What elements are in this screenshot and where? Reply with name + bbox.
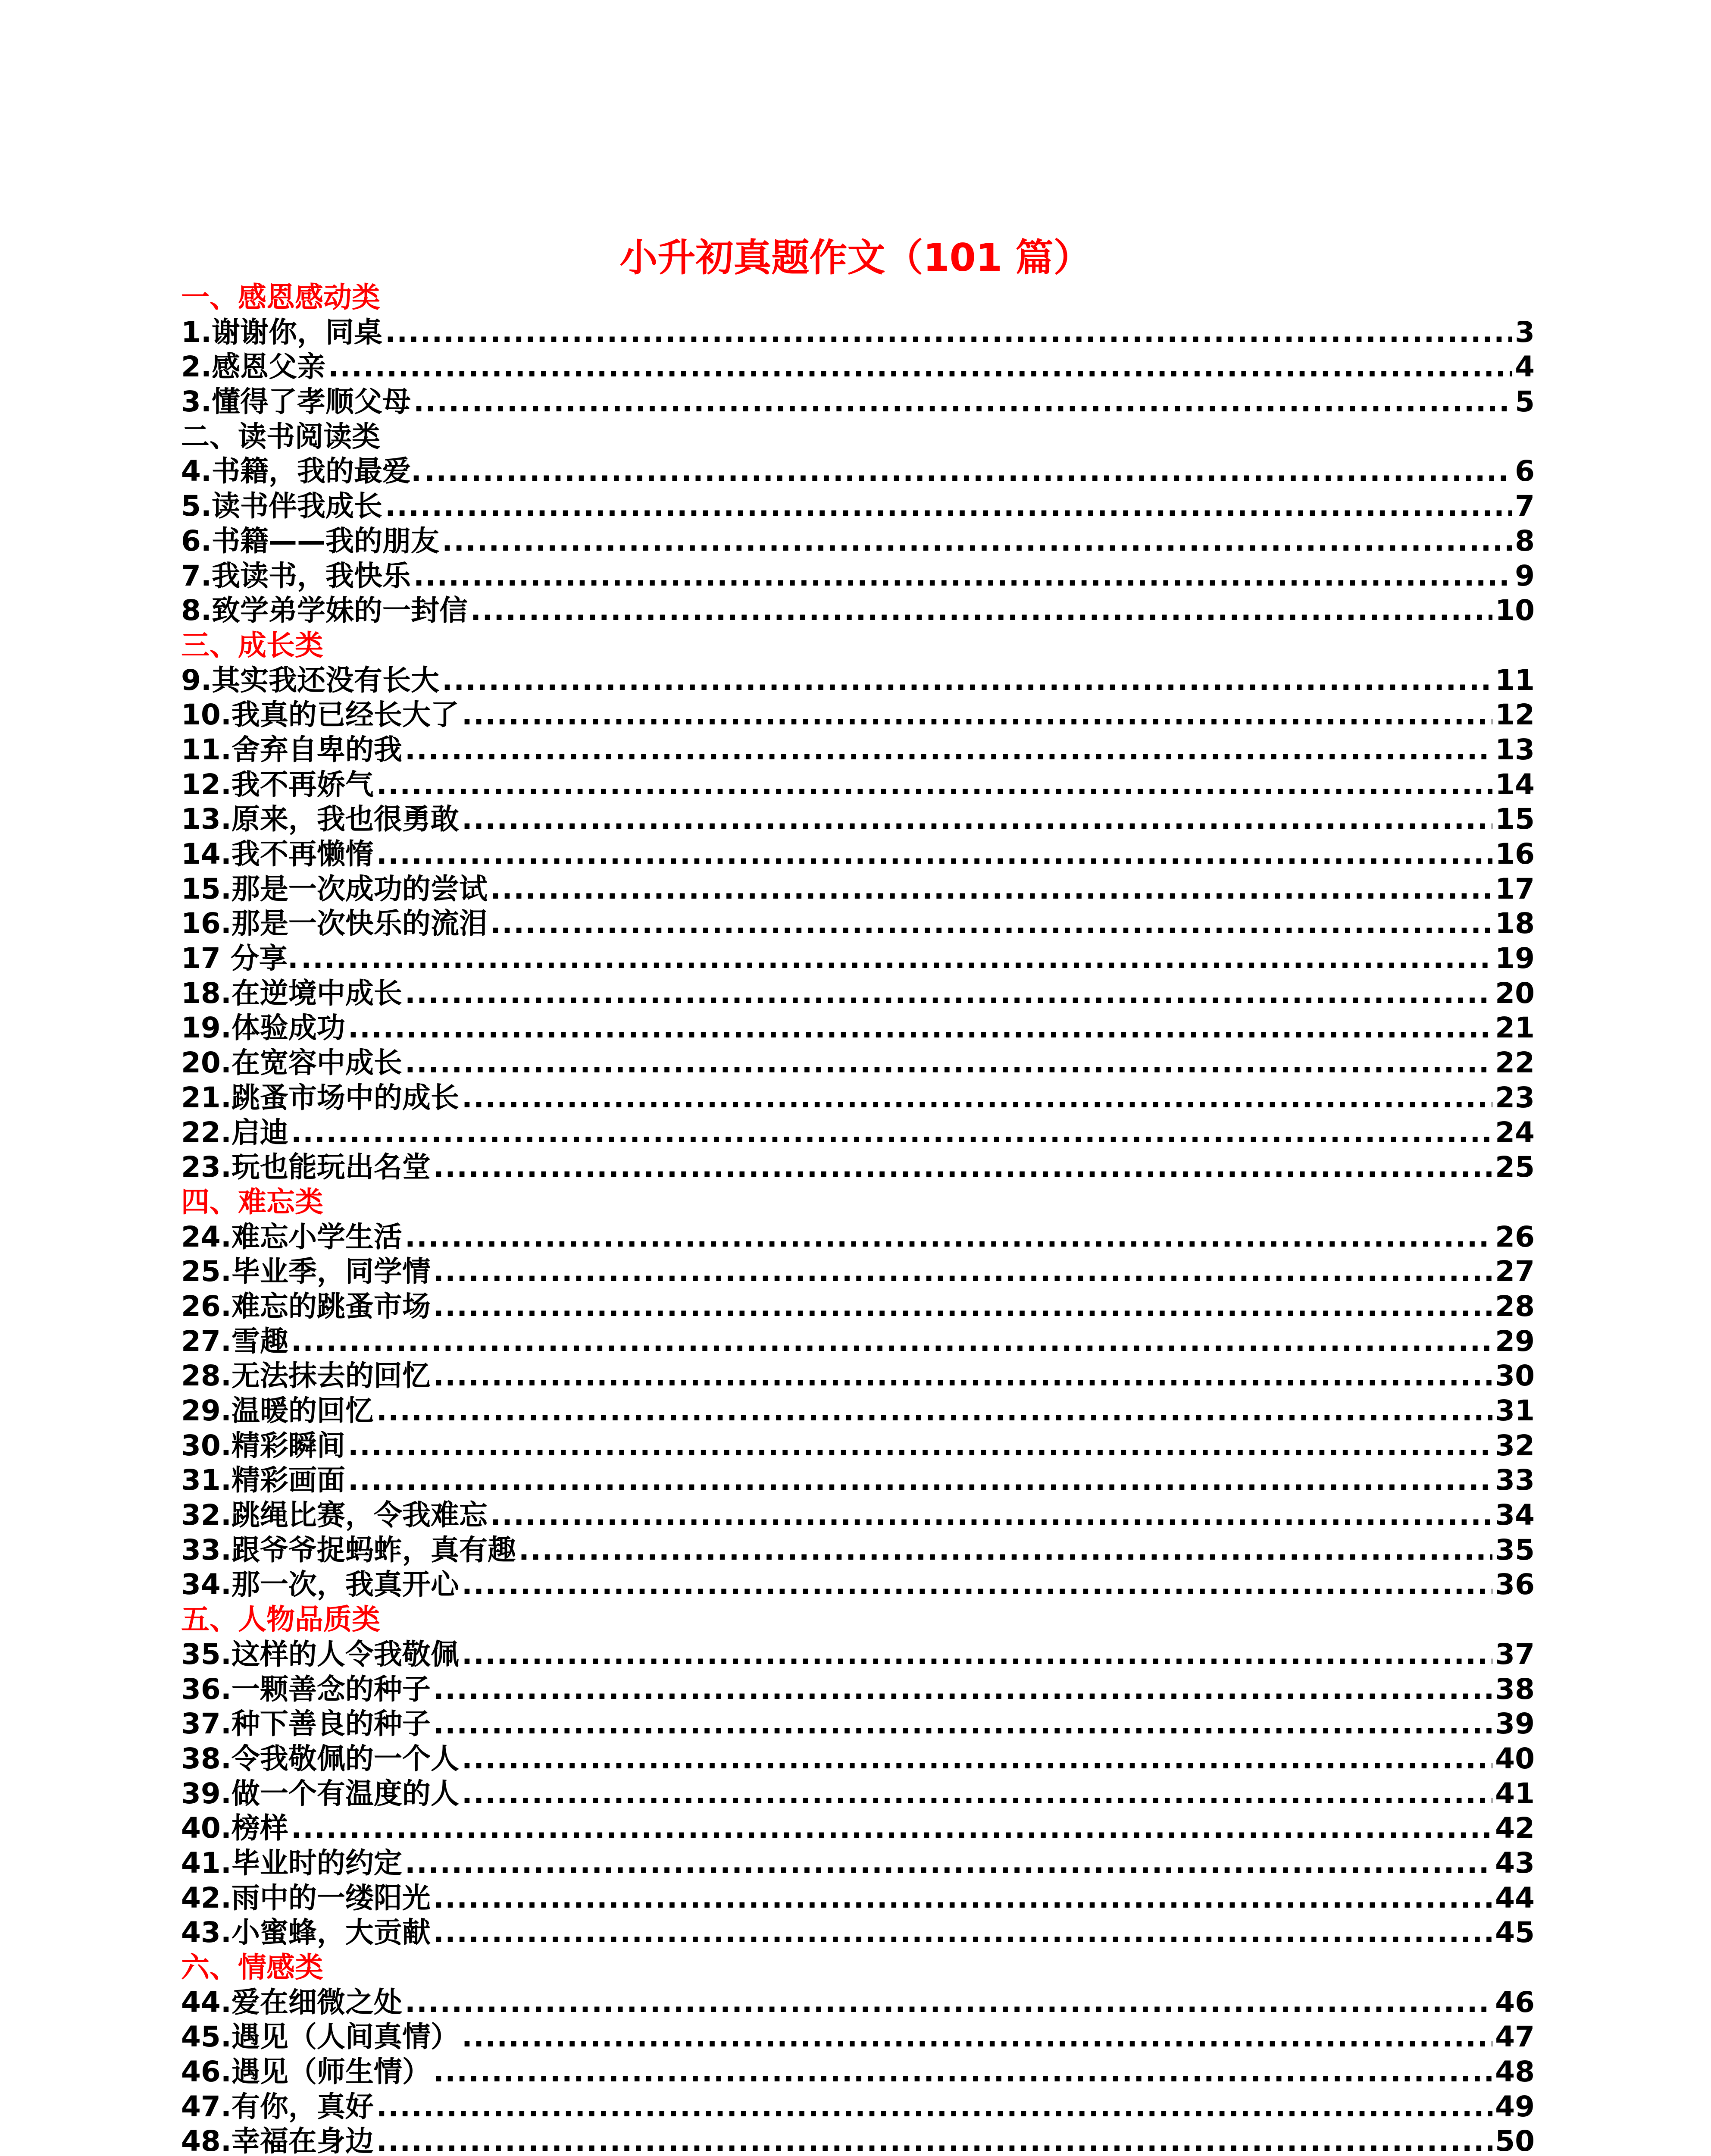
dot-leader (433, 1915, 1492, 1950)
toc-entry (181, 1672, 1535, 1707)
toc-page-number: 12 (1495, 698, 1535, 732)
toc-page-number: 40 (1495, 1742, 1535, 1775)
toc-entry-title: 7.我读书，我快乐 (181, 559, 411, 592)
dot-leader (442, 524, 1512, 559)
toc-entry-title: 33.跟爷爷捉蚂蚱，真有趣 (181, 1533, 516, 1567)
toc-entry (181, 768, 1535, 802)
dot-leader (433, 1672, 1492, 1707)
toc-entry-title: 21.跳蚤市场中的成长 (181, 1081, 459, 1114)
toc-entry-title: 11.舍弃自卑的我 (181, 733, 402, 766)
toc-page-number: 4 (1515, 350, 1535, 384)
toc-entry (181, 2124, 1535, 2156)
toc-page-number: 13 (1495, 733, 1535, 766)
dot-leader (462, 698, 1492, 733)
toc-entry (181, 2055, 1535, 2090)
toc-entry (181, 1742, 1535, 1777)
dot-leader (433, 1150, 1492, 1185)
toc-entry-title: 26.难忘的跳蚤市场 (181, 1289, 431, 1323)
toc-page-number: 37 (1495, 1637, 1535, 1671)
toc-page-number: 47 (1495, 2020, 1535, 2054)
toc-page-number: 24 (1495, 1116, 1535, 1149)
toc-entry (181, 906, 1535, 941)
toc-page-number: 31 (1495, 1394, 1535, 1427)
toc-page-number: 50 (1495, 2125, 1535, 2156)
toc-entry (181, 1081, 1535, 1116)
dot-leader (462, 1637, 1492, 1672)
toc-entry (181, 1707, 1535, 1742)
dot-leader (433, 1707, 1492, 1742)
toc-entry-title: 30.精彩瞬间 (181, 1429, 345, 1462)
toc-page-number: 33 (1495, 1463, 1535, 1497)
toc-entry-title: 43.小蜜蜂，大贡献 (181, 1916, 431, 1949)
toc-page-number: 43 (1495, 1846, 1535, 1880)
toc-entry (181, 1846, 1535, 1881)
toc-page-number: 9 (1515, 559, 1535, 592)
dot-leader (385, 315, 1512, 350)
toc-entry (181, 1011, 1535, 1046)
dot-leader (376, 2124, 1492, 2156)
toc-entry-title: 28.无法抹去的回忆 (181, 1359, 431, 1393)
toc-entry-title: 48.幸福在身边 (181, 2125, 374, 2156)
toc-entry-title: 47.有你，真好 (181, 2090, 374, 2123)
dot-leader (462, 802, 1492, 837)
toc-entry-title: 31.精彩画面 (181, 1463, 345, 1497)
toc-entry-title: 10.我真的已经长大了 (181, 698, 459, 732)
dot-leader (433, 1359, 1492, 1394)
toc-entry (181, 837, 1535, 872)
toc-page-number: 44 (1495, 1881, 1535, 1915)
toc-entry (181, 1394, 1535, 1429)
toc-page-number: 14 (1495, 768, 1535, 801)
toc-entry-title: 32.跳绳比赛，令我难忘 (181, 1498, 488, 1532)
toc-entry-title: 23.玩也能玩出名堂 (181, 1150, 431, 1184)
dot-leader (405, 1220, 1492, 1255)
dot-leader (462, 1567, 1492, 1602)
dot-leader (490, 1498, 1492, 1533)
toc-page-number: 36 (1495, 1568, 1535, 1601)
toc-entry (181, 1324, 1535, 1359)
dot-leader (405, 976, 1492, 1011)
dot-leader (348, 1011, 1492, 1046)
toc-page-number: 19 (1495, 942, 1535, 975)
toc-entry (181, 1567, 1535, 1602)
toc-entry (181, 802, 1535, 837)
toc-page-number: 45 (1495, 1916, 1535, 1949)
toc-entry (181, 1220, 1535, 1255)
dot-leader (385, 489, 1512, 524)
dot-leader (462, 1742, 1492, 1777)
toc-section-heading: 二、读书阅读类 (181, 420, 380, 453)
dot-leader (301, 941, 1492, 976)
toc-page-number: 18 (1495, 907, 1535, 940)
toc-entry (181, 1777, 1535, 1811)
toc-entry (181, 1116, 1535, 1150)
toc-section-heading: 四、难忘类 (181, 1185, 323, 1219)
dot-leader (376, 2090, 1492, 2125)
toc-entry-title: 42.雨中的一缕阳光 (181, 1881, 431, 1915)
document-title: 小升初真题作文（101 篇） (619, 235, 1092, 280)
toc-entry (181, 2090, 1535, 2125)
toc-entry (181, 1881, 1535, 1916)
toc-entry-title: 6.书籍——我的朋友 (181, 524, 439, 558)
dot-leader (328, 350, 1512, 385)
toc-page-number: 8 (1515, 524, 1535, 558)
toc-entry-title: 13.原来，我也很勇敢 (181, 802, 459, 836)
dot-leader (291, 1811, 1492, 1846)
toc-entry (181, 1637, 1535, 1672)
toc-page-number: 6 (1515, 454, 1535, 488)
toc-entry (181, 559, 1535, 594)
toc-page-number: 41 (1495, 1777, 1535, 1810)
toc-page-number: 28 (1495, 1289, 1535, 1323)
toc-page-number: 34 (1495, 1498, 1535, 1532)
toc-entry-title: 36.一颗善念的种子 (181, 1672, 431, 1706)
toc-entry-title: 41.毕业时的约定 (181, 1846, 402, 1880)
toc-entry-title: 34.那一次，我真开心 (181, 1568, 459, 1601)
toc-entry (181, 1533, 1535, 1568)
dot-leader (405, 1046, 1492, 1081)
dot-leader (376, 1394, 1492, 1429)
toc-entry (181, 1289, 1535, 1324)
dot-leader (519, 1533, 1492, 1568)
toc-entry (181, 872, 1535, 907)
dot-leader (405, 1846, 1492, 1881)
dot-leader (462, 1777, 1492, 1811)
dot-leader (413, 385, 1512, 420)
toc-entry-title: 40.榜样 (181, 1811, 288, 1845)
toc-entry-title: 38.令我敬佩的一个人 (181, 1742, 459, 1775)
dot-leader (405, 1985, 1492, 2020)
toc-entry (181, 315, 1535, 350)
toc-entry-title: 16.那是一次快乐的流泪 (181, 907, 488, 940)
toc-entry (181, 593, 1535, 628)
toc-entry-title: 15.那是一次成功的尝试 (181, 872, 488, 906)
toc-entry-title: 25.毕业季，同学情 (181, 1255, 431, 1288)
dot-leader (405, 733, 1492, 768)
dot-leader (291, 1324, 1492, 1359)
toc-entry-title: 2.感恩父亲 (181, 350, 325, 384)
toc-entry (181, 385, 1535, 420)
toc-entry (181, 1463, 1535, 1498)
toc-page-number: 11 (1495, 663, 1535, 697)
dot-leader (442, 663, 1492, 698)
toc-entry-title: 29.温暖的回忆 (181, 1394, 374, 1427)
dot-leader (291, 1116, 1492, 1150)
toc-section-heading: 六、情感类 (181, 1951, 323, 1984)
dot-leader (433, 1254, 1492, 1289)
toc-entry-title: 1.谢谢你，同桌 (181, 315, 382, 349)
dot-leader (376, 768, 1492, 802)
toc-entry (181, 1498, 1535, 1533)
dot-leader (462, 2020, 1492, 2055)
toc-section-heading: 一、感恩感动类 (181, 281, 380, 314)
dot-leader (470, 593, 1492, 628)
toc-page-number: 7 (1515, 489, 1535, 523)
toc-entry-title: 17 分享. (181, 942, 298, 975)
dot-leader (424, 454, 1512, 489)
toc-entry-title: 35.这样的人令我敬佩 (181, 1637, 459, 1671)
toc-entry-title: 45.遇见（人间真情） (181, 2020, 459, 2054)
toc-page-number: 15 (1495, 802, 1535, 836)
toc-entry-title: 4.书籍，我的最爱. (181, 454, 422, 488)
toc-page-number: 49 (1495, 2090, 1535, 2123)
toc-page-number: 30 (1495, 1359, 1535, 1393)
toc-entry (181, 524, 1535, 559)
toc-page-number: 10 (1495, 594, 1535, 627)
table-of-contents (181, 280, 1535, 2156)
toc-entry-title: 8.致学弟学妹的一封信 (181, 594, 468, 627)
toc-entry-title: 3.懂得了孝顺父母 (181, 385, 411, 419)
toc-page-number: 22 (1495, 1046, 1535, 1080)
toc-entry (181, 1150, 1535, 1185)
toc-page-number: 32 (1495, 1429, 1535, 1462)
toc-entry (181, 733, 1535, 768)
toc-entry-title: 19.体验成功 (181, 1011, 345, 1045)
toc-page-number: 17 (1495, 872, 1535, 906)
toc-page-number: 42 (1495, 1811, 1535, 1845)
toc-entry-title: 22.启迪 (181, 1116, 288, 1149)
toc-page-number: 20 (1495, 976, 1535, 1010)
toc-entry-title: 27.雪趣 (181, 1324, 288, 1358)
toc-section-heading: 五、人物品质类 (181, 1603, 380, 1636)
dot-leader (433, 2055, 1492, 2090)
toc-page-number: 27 (1495, 1255, 1535, 1288)
dot-leader (433, 1881, 1492, 1916)
toc-page-number: 25 (1495, 1150, 1535, 1184)
toc-page-number: 3 (1515, 315, 1535, 349)
toc-entry (181, 1359, 1535, 1394)
toc-entry-title: 24.难忘小学生活 (181, 1220, 402, 1253)
toc-entry (181, 1811, 1535, 1846)
toc-page-number: 23 (1495, 1081, 1535, 1114)
toc-entry-title: 18.在逆境中成长 (181, 976, 402, 1010)
toc-entry-title: 37.种下善良的种子 (181, 1707, 431, 1741)
toc-page-number: 39 (1495, 1707, 1535, 1741)
dot-leader (413, 559, 1512, 594)
toc-page-number: 16 (1495, 837, 1535, 871)
toc-entry (181, 1046, 1535, 1081)
toc-entry (181, 1254, 1535, 1289)
toc-entry (181, 454, 1535, 489)
toc-entry-title: 9.其实我还没有长大 (181, 663, 439, 697)
toc-section-heading: 三、成长类 (181, 628, 323, 662)
dot-leader (376, 837, 1492, 872)
toc-entry-title: 5.读书伴我成长 (181, 489, 382, 523)
toc-entry-title: 46.遇见（师生情） (181, 2055, 431, 2089)
dot-leader (433, 1289, 1492, 1324)
toc-page-number: 26 (1495, 1220, 1535, 1253)
toc-entry (181, 698, 1535, 733)
dot-leader (348, 1429, 1492, 1463)
toc-entry (181, 663, 1535, 698)
toc-entry-title: 39.做一个有温度的人 (181, 1777, 459, 1810)
toc-page-number: 21 (1495, 1011, 1535, 1045)
toc-entry-title: 12.我不再娇气 (181, 768, 374, 801)
toc-page-number: 48 (1495, 2055, 1535, 2089)
toc-page-number: 35 (1495, 1533, 1535, 1567)
dot-leader (462, 1081, 1492, 1116)
toc-page-number: 5 (1515, 385, 1535, 419)
toc-entry (181, 1985, 1535, 2020)
toc-page-number: 29 (1495, 1324, 1535, 1358)
toc-entry (181, 2020, 1535, 2055)
dot-leader (490, 906, 1492, 941)
toc-entry (181, 489, 1535, 524)
toc-entry (181, 350, 1535, 385)
toc-entry-title: 20.在宽容中成长 (181, 1046, 402, 1080)
toc-page-number: 46 (1495, 1985, 1535, 2019)
dot-leader (490, 872, 1492, 907)
dot-leader (348, 1463, 1492, 1498)
toc-entry-title: 44.爱在细微之处 (181, 1985, 402, 2019)
toc-entry (181, 1429, 1535, 1463)
toc-entry-title: 14.我不再懒惰 (181, 837, 374, 871)
toc-entry (181, 1915, 1535, 1950)
toc-entry (181, 976, 1535, 1011)
toc-entry (181, 941, 1535, 976)
toc-page-number: 38 (1495, 1672, 1535, 1706)
